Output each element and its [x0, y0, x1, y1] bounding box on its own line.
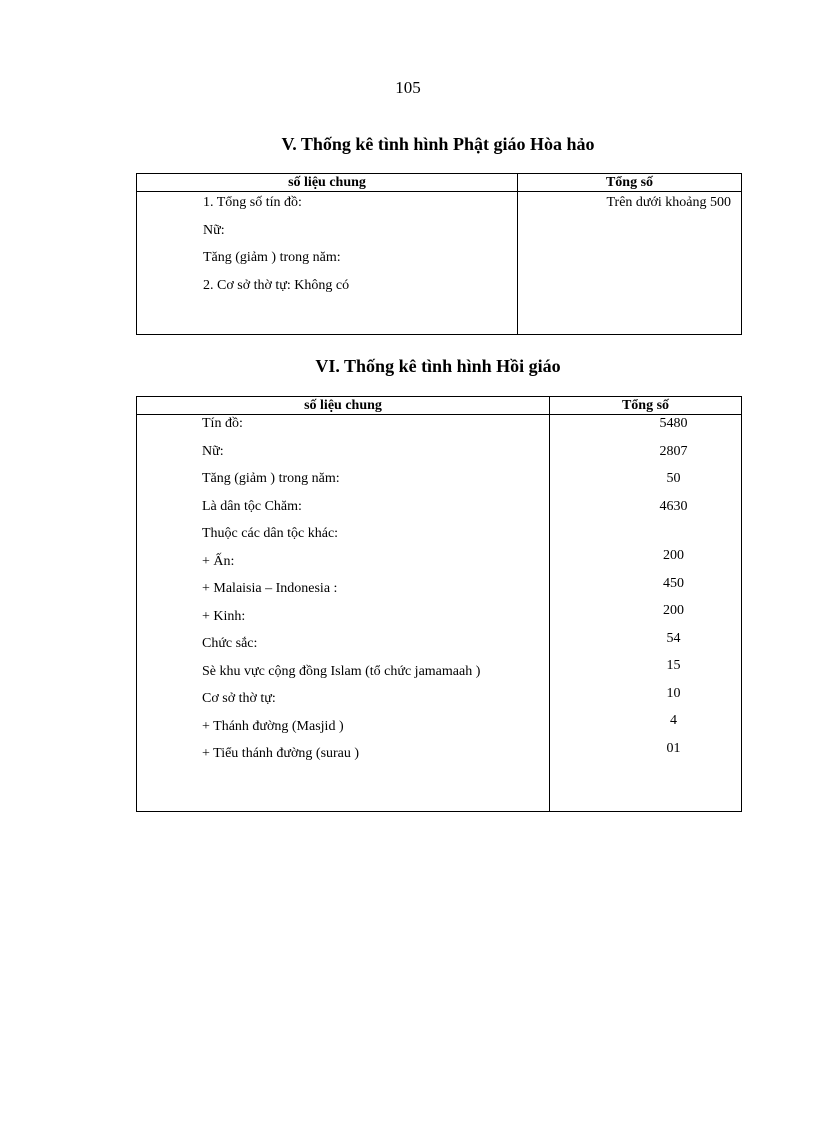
row-value: 50: [666, 471, 681, 486]
islam-table: [136, 396, 742, 812]
row-label: Tăng (giảm ) trong năm:: [203, 250, 341, 265]
column-header-general: số liệu chung: [137, 397, 550, 415]
row-label: Tín đồ:: [202, 416, 243, 431]
row-value: 01: [666, 740, 681, 756]
row-label: 1. Tổng số tín đồ:: [203, 195, 302, 210]
section-vi-title: VI. Thống kê tình hình Hồi giáo: [315, 356, 561, 376]
row-value: 5480: [659, 416, 688, 431]
section-v-title: V. Thống kê tình hình Phật giáo Hòa hảo: [281, 134, 595, 154]
row-value: 4630: [659, 498, 688, 514]
column-header-total: Tổng số: [518, 174, 742, 192]
row-value: 2807: [659, 443, 688, 459]
row-label: + Tiểu thánh đường (surau ): [202, 746, 360, 761]
row-label: + Malaisia – Indonesia :: [202, 581, 338, 596]
row-label: Nữ:: [202, 443, 224, 459]
total-value: Trên dưới khoảng 500: [606, 195, 731, 210]
column-header-general: số liệu chung: [137, 174, 518, 192]
hoa-hao-table: [136, 173, 742, 335]
row-label: Sè khu vực cộng đồng Islam (tổ chức jamamaah ): [202, 663, 481, 679]
row-value: 4: [670, 713, 677, 728]
row-value: 450: [663, 575, 684, 591]
table-row: [137, 192, 742, 335]
row-value: 200: [663, 603, 684, 618]
table-header-row: [137, 174, 742, 192]
table-header-row: [137, 397, 742, 415]
row-label: 2. Cơ sở thờ tự: Không có: [203, 277, 350, 293]
general-data-cell: [137, 192, 518, 335]
row-label: + Thánh đường (Masjid ): [202, 718, 344, 734]
row-label: + Ấn:: [202, 553, 235, 569]
row-label: Là dân tộc Chăm:: [202, 498, 302, 514]
row-label: Chức sắc:: [202, 636, 258, 651]
row-value: 54: [666, 630, 681, 646]
row-value: 10: [666, 685, 681, 701]
row-label: Nữ:: [203, 222, 225, 238]
total-cell: [518, 192, 742, 335]
row-value: [606, 525, 741, 547]
column-header-total: Tổng số: [550, 397, 742, 415]
row-label: + Kinh:: [202, 608, 246, 624]
row-value: 15: [666, 658, 681, 673]
table-row: [137, 415, 742, 812]
row-label: Thuộc các dân tộc khác:: [202, 526, 339, 541]
row-label: Cơ sở thờ tự:: [202, 691, 276, 706]
row-label: Tăng (giảm ) trong năm:: [202, 471, 340, 486]
general-data-cell: [137, 415, 550, 812]
page-number: 105: [395, 78, 421, 97]
row-value: 200: [663, 548, 684, 563]
total-cell: [550, 415, 742, 812]
